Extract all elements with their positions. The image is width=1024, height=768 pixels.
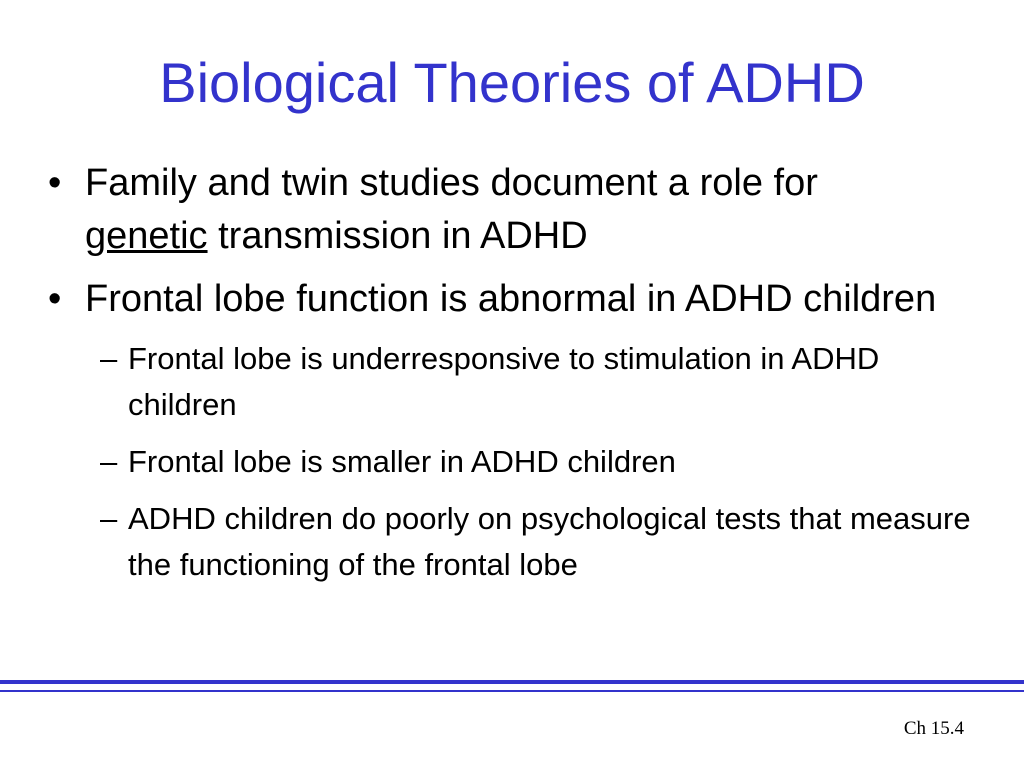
bullet-text-continued: transmission in ADHD bbox=[207, 215, 588, 257]
bullet-marker: • bbox=[48, 162, 62, 204]
footer-divider-thick bbox=[0, 680, 1024, 684]
sub-bullet-text: ADHD children do poorly on psychological tests that measure the functioning of the frontal lobe bbox=[128, 501, 971, 582]
sub-bullet-item bbox=[48, 439, 988, 485]
bullet-text: Family and twin studies document a role for bbox=[85, 162, 818, 204]
chapter-footer: Ch 15.4 bbox=[903, 718, 964, 739]
sub-bullet-text: Frontal lobe is underresponsive to stimulation in ADHD children bbox=[128, 341, 880, 422]
footer-divider-thin bbox=[0, 690, 1024, 692]
bullet-item bbox=[48, 273, 988, 326]
underlined-term: genetic bbox=[85, 215, 208, 257]
slide-body bbox=[48, 157, 988, 599]
sub-bullet-text: Frontal lobe is smaller in ADHD children bbox=[128, 444, 676, 479]
slide-title: Biological Theories of ADHD bbox=[159, 51, 865, 114]
bullet-marker: • bbox=[48, 278, 62, 320]
dash-marker: – bbox=[100, 501, 118, 536]
sub-bullet-item bbox=[48, 336, 988, 428]
bullet-item bbox=[48, 157, 988, 263]
bullet-text: Frontal lobe function is abnormal in ADHD children bbox=[85, 278, 937, 320]
dash-marker: – bbox=[100, 444, 118, 479]
dash-marker: – bbox=[100, 341, 118, 376]
sub-bullet-item bbox=[48, 496, 988, 588]
